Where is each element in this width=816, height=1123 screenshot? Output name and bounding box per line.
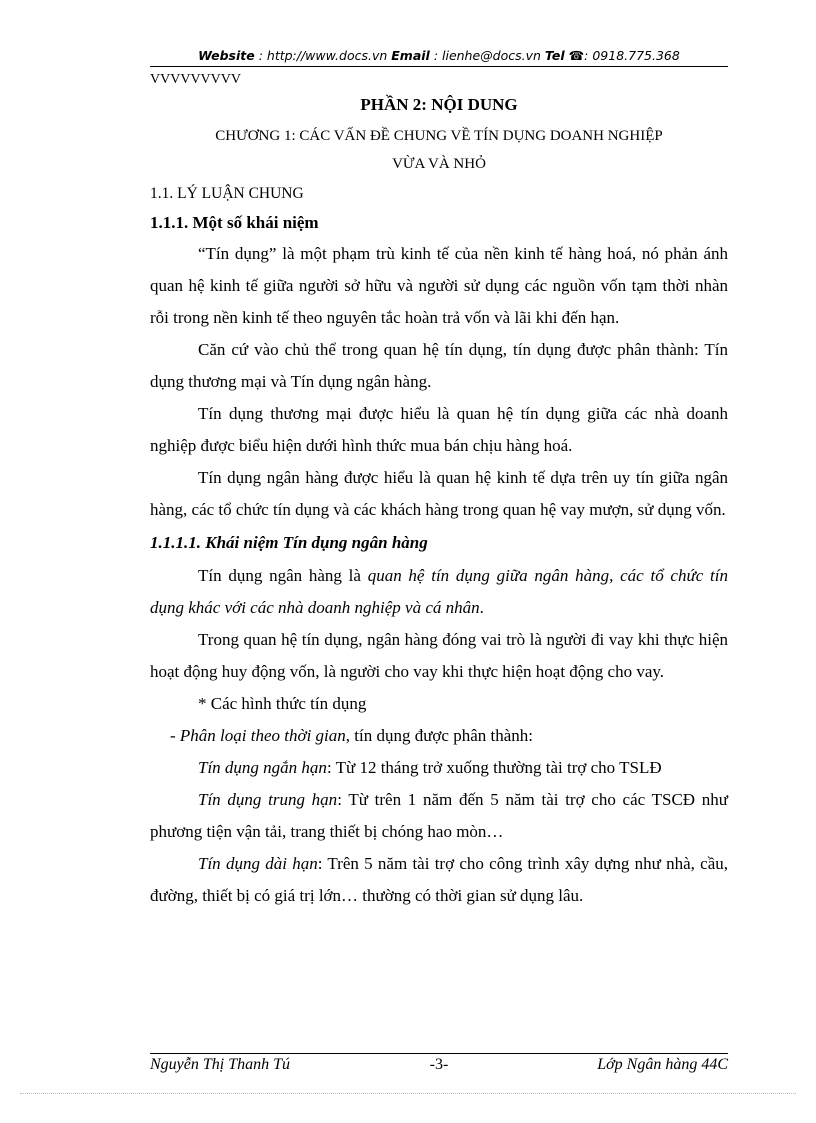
paragraph-5 [150,560,728,624]
paragraph-3: Tín dụng thương mại được hiểu là quan hệ tín dụng giữa các nhà doanh nghiệp được biểu hiện dưới hình thức mua bán chịu hàng hoá. [150,404,728,455]
footer-class: Lớp Ngân hàng 44C [597,1056,728,1073]
email-text: : lienhe@docs.vn [429,48,545,63]
chapter-title-line2: VỪA VÀ NHỎ [392,156,486,172]
paragraph-10-rest: : Từ trên 1 năm đến 5 năm tài trợ cho các TSCĐ như phương tiện vận tải, trang thiết bị chóng hao mòn… [150,790,728,841]
website-label: Website [198,48,255,63]
section-heading-1-1-1: 1.1.1. Một số khái niệm [150,213,319,232]
part-title: PHẦN 2: NỘI DUNG [360,95,518,114]
paragraph-5-lead: Tín dụng ngân hàng là [198,566,368,585]
paragraph-4: Tín dụng ngân hàng được hiểu là quan hệ kinh tế dựa trên uy tín giữa ngân hàng, các tổ chức tín dụng và các khách hàng trong quan hệ vay mượn, sử dụng vốn. [150,468,728,519]
page-footer [150,1056,728,1078]
phone-icon: ☎ [568,48,585,63]
paragraph-1: “Tín dụng” là một phạm trù kinh tế của nền kinh tế hàng hoá, nó phản ánh quan hệ kinh tế giữa người sở hữu và người sử dụng các nguồn vốn tạm thời nhàn rỗi trong nền kinh tế theo nguyên tắc hoàn trả vốn và lãi khi đến hạn. [150,244,728,327]
header-rule [150,66,728,67]
page-header [150,48,728,63]
main-content [150,92,728,912]
page-bottom-border [20,1093,796,1094]
paragraph-5-italic: quan hệ tín dụng giữa ngân hàng, các tổ chức tín dụng khác với các nhà doanh nghiệp và cá nhân [150,566,728,617]
email-label: Email [391,48,430,63]
paragraph-9 [150,752,728,784]
marker-text: VVVVVVVVV [150,72,241,87]
paragraph-11-rest: : Trên 5 năm tài trợ cho công trình xây dựng như nhà, cầu, đường, thiết bị có giá trị lớn… thường có thời gian sử dụng lâu. [150,854,728,905]
paragraph-8 [150,720,728,752]
section-heading-1-1: 1.1. LÝ LUẬN CHUNG [150,185,304,202]
tel-text: : 0918.775.368 [584,48,680,63]
paragraph-10-italic: Tín dụng trung hạn [198,790,338,809]
paragraph-9-rest: : Từ 12 tháng trở xuống thường tài trợ cho TSLĐ [326,758,662,777]
paragraph-8-rest: , tín dụng được phân thành: [345,726,533,745]
paragraph-5-end: . [479,598,484,617]
paragraph-9-italic: Tín dụng ngắn hạn [198,758,327,777]
tel-label: Tel [544,48,565,63]
footer-page-number: -3- [429,1056,449,1073]
paragraph-10 [150,784,728,848]
paragraph-11-italic: Tín dụng dài hạn [198,854,318,873]
chapter-title-line1: CHƯƠNG 1: CÁC VẤN ĐỀ CHUNG VỀ TÍN DỤNG DOANH NGHIỆP [215,128,663,144]
footer-author: Nguyễn Thị Thanh Tú [150,1056,291,1073]
paragraph-7: * Các hình thức tín dụng [198,694,367,713]
footer-rule [150,1053,728,1054]
paragraph-2: Căn cứ vào chủ thể trong quan hệ tín dụng, tín dụng được phân thành: Tín dụng thương mại và Tín dụng ngân hàng. [150,340,728,391]
section-heading-1-1-1-1: 1.1.1.1. Khái niệm Tín dụng ngân hàng [150,533,428,552]
paragraph-8-italic: Phân loại theo thời gian [179,726,346,745]
paragraph-6: Trong quan hệ tín dụng, ngân hàng đóng vai trò là người đi vay khi thực hiện hoạt động huy động vốn, là người cho vay khi thực hiện hoạt động cho vay. [150,630,728,681]
paragraph-11 [150,848,728,912]
paragraph-8-dash: - [170,726,180,745]
website-text: : http://www.docs.vn [254,48,392,63]
